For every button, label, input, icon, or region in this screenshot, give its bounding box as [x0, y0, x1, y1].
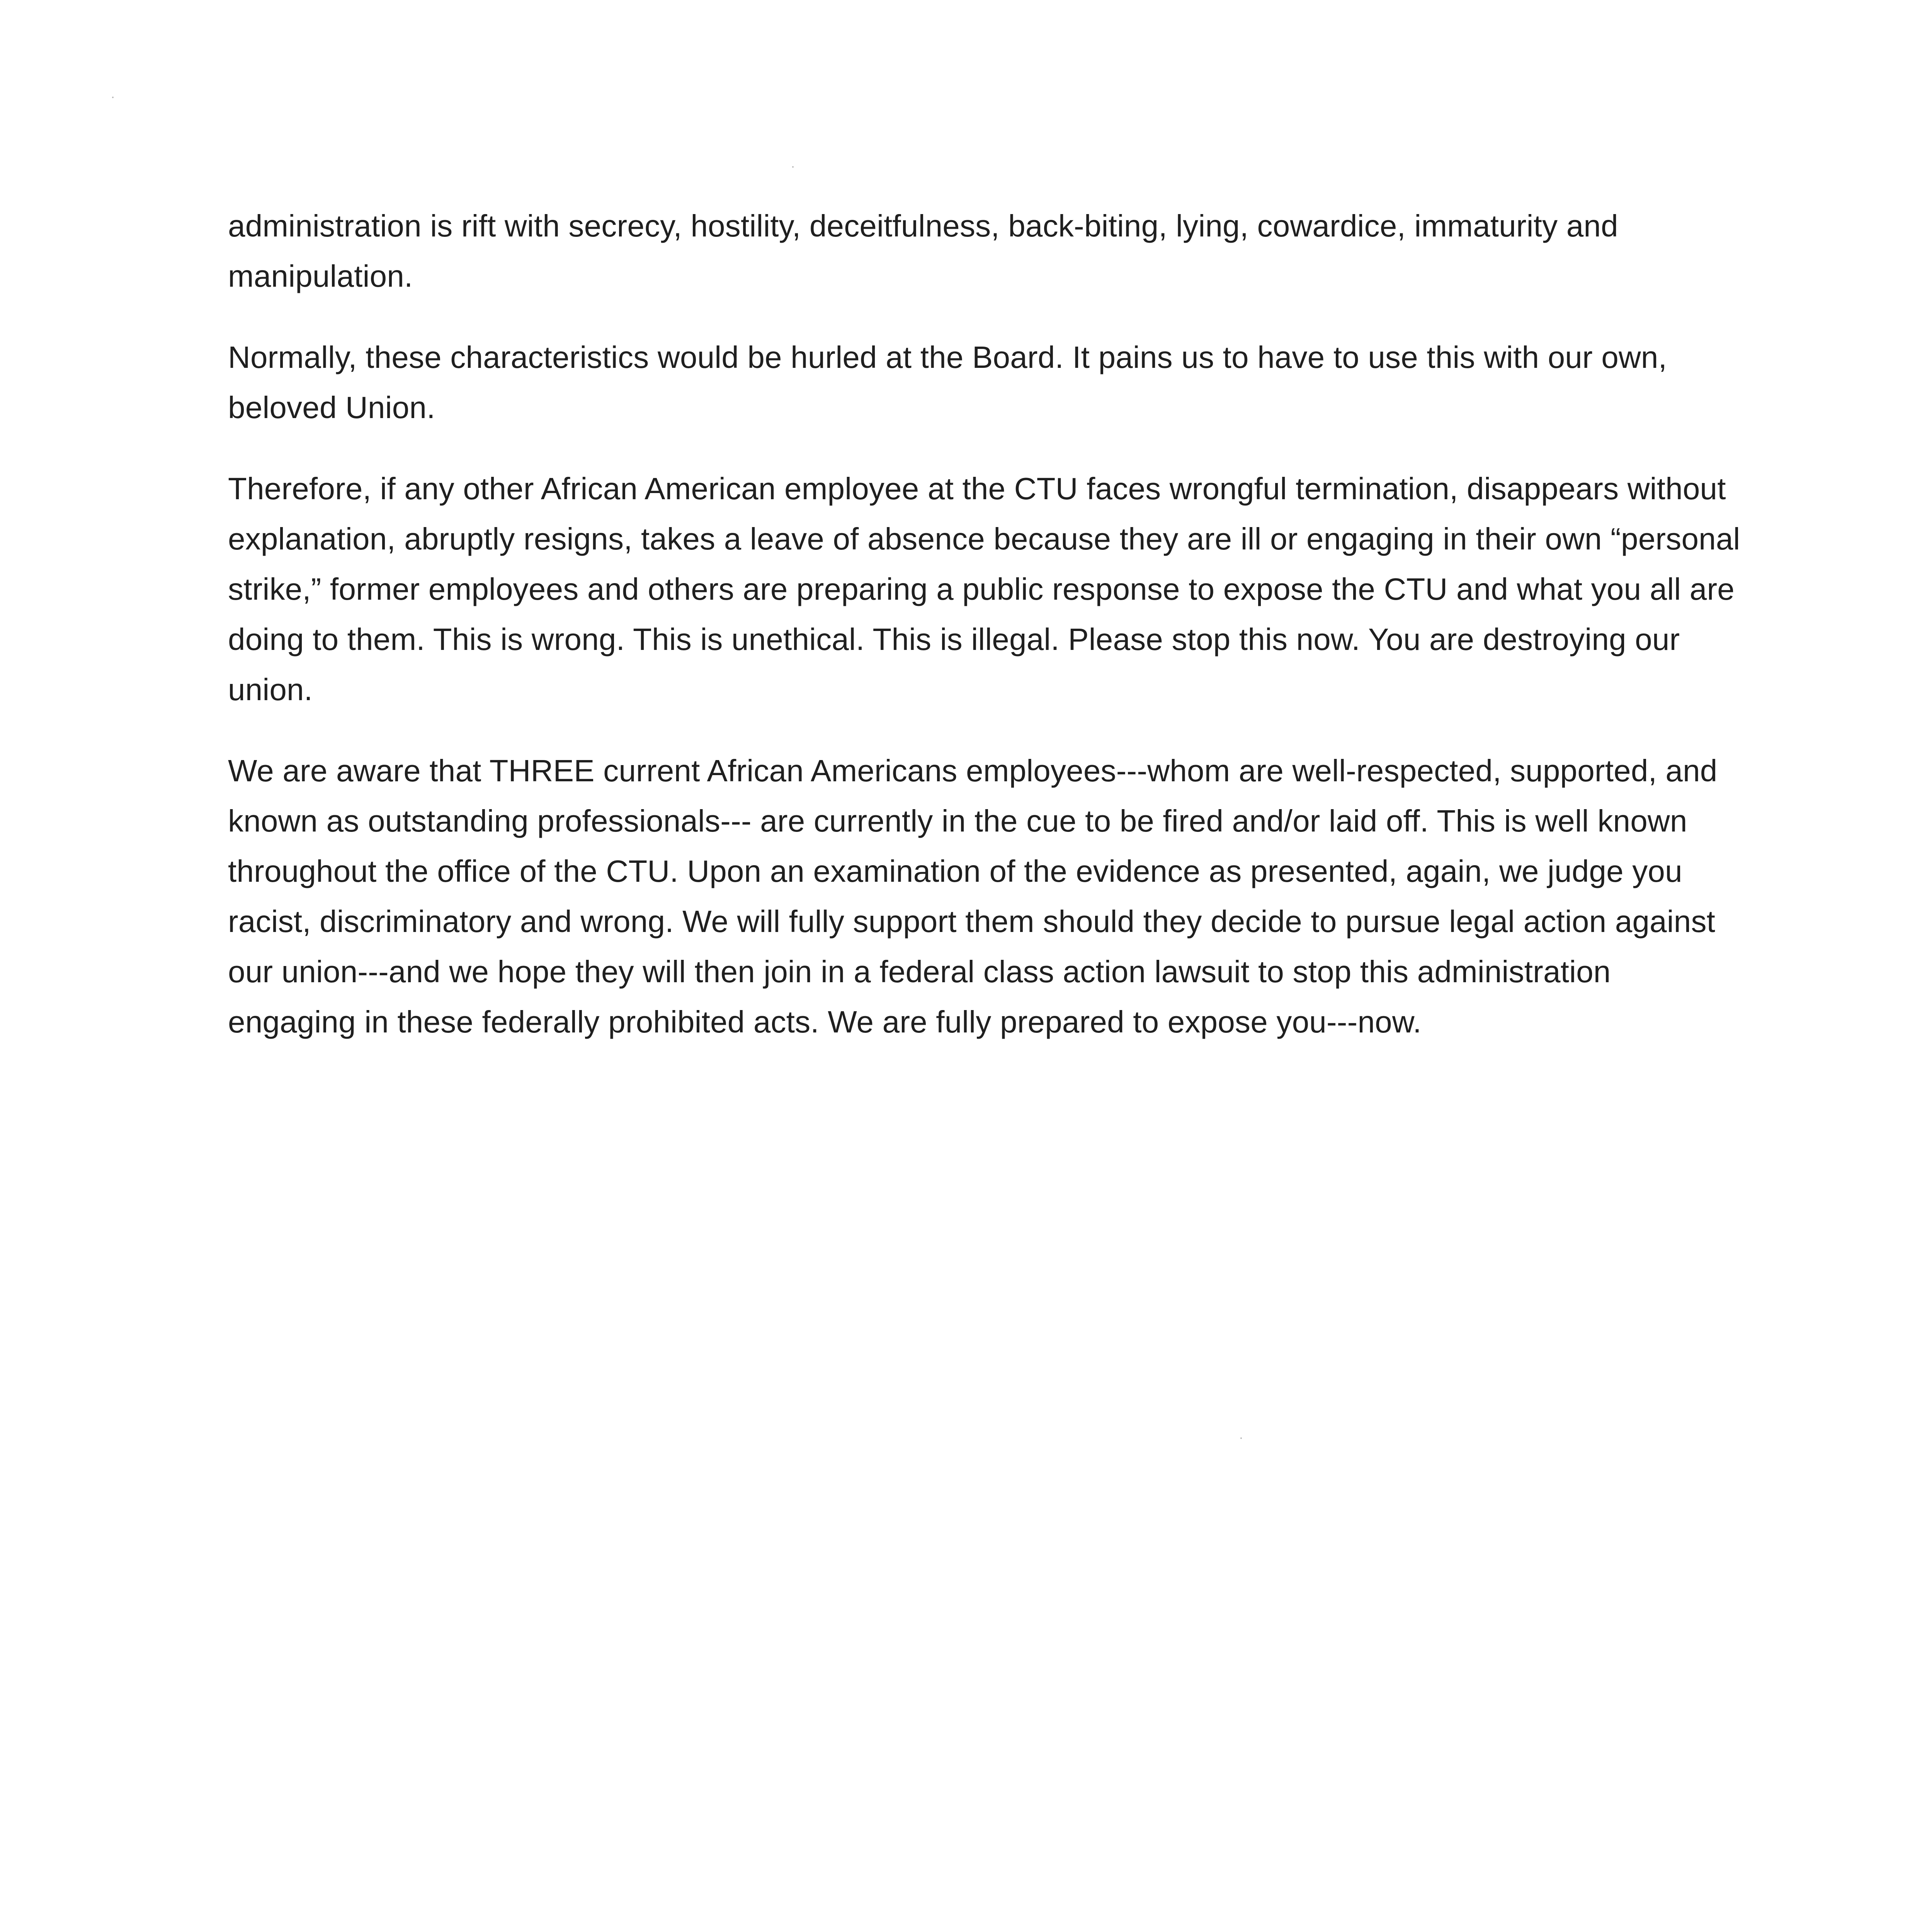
paragraph-3: Therefore, if any other African American employee at the CTU faces wrongful termination, disappears without explanation, abruptly resigns, takes a leave of absence because they are ill or engaging in their own “personal strike,” former employees and others are preparing a public response to expose the CTU and what you all are doing to them. This is wrong. This is unethical. This is illegal. Please stop this now. You are destroying our union. — [228, 471, 1740, 707]
scan-speck — [112, 97, 114, 98]
scan-speck — [1240, 1437, 1242, 1439]
document-body — [228, 201, 1747, 1078]
paragraph-4: We are aware that THREE current African Americans employees---whom are well-respected, supported, and known as outstanding professionals--- are currently in the cue to be fired and/or laid off. This is well known throughout the office of the CTU. Upon an examination of the evidence as presented, again, we judge you racist, discriminatory and wrong. We will fully support them should they decide to pursue legal action against our union---and we hope they will then join in a federal class action lawsuit to stop this administration engaging in these federally prohibited acts. We are fully prepared to expose you---now. — [228, 753, 1718, 1039]
paragraph-2: Normally, these characteristics would be hurled at the Board. It pains us to have to use this with our own, beloved Union. — [228, 340, 1667, 425]
scan-speck — [792, 166, 794, 168]
paragraph-1: administration is rift with secrecy, hostility, deceitfulness, back-biting, lying, cowardice, immaturity and manipulation. — [228, 209, 1618, 293]
